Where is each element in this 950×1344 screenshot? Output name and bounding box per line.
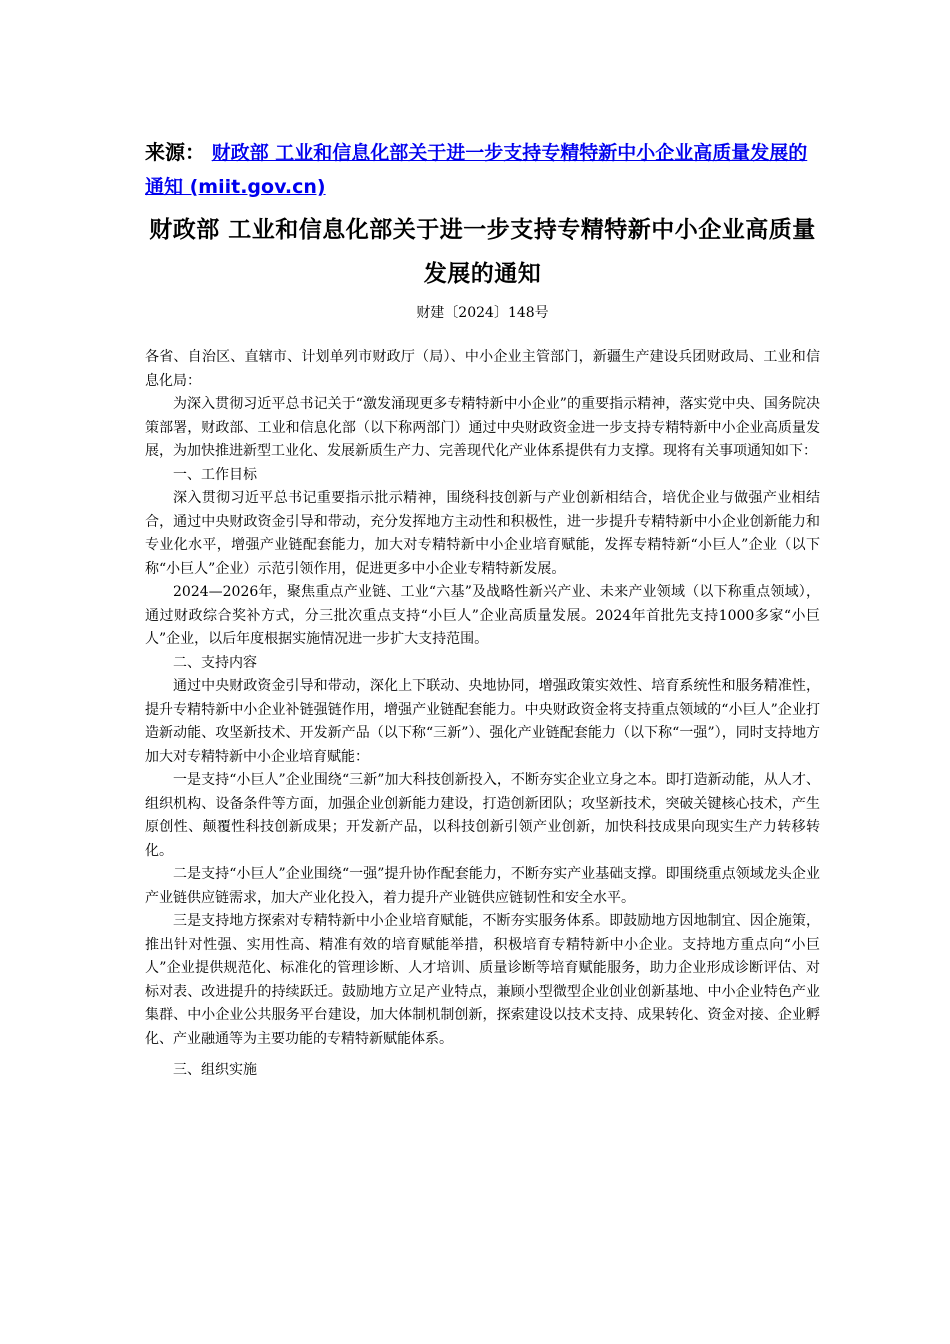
timeline-paragraph: 2024—2026年，聚焦重点产业链、工业“六基”及战略性新兴产业、未来产业领域（以下称重点领域），通过财政综合奖补方式，分三批次重点支持“小巨人”企业高质量发展。2024年首批先支持1000多家“小巨人”企业，以后年度根据实施情况进一步扩大支持范围。 [145,584,820,647]
document-title: 财政部 工业和信息化部关于进一步支持专精特新中小企业高质量发展的通知 [149,217,816,287]
intro-paragraph: 为深入贯彻习近平总书记关于“激发涌现更多专精特新中小企业”的重要指示精神，落实党中央、国务院决策部署，财政部、工业和信息化部（以下称两部门）通过中央财政资金进一步支持专精特新中小企业高质量发展，为加快推进新型工业化、发展新质生产力、完善现代化产业体系提供有力支撑。现将有关事项通知如下： [145,396,820,459]
work-goals-paragraph: 深入贯彻习近平总书记重要指示批示精神，围绕科技创新与产业创新相结合，培优企业与做强产业相结合，通过中央财政资金引导和带动，充分发挥地方主动性和积极性，进一步提升专精特新中小企业创新能力和专业化水平，增强产业链配套能力，加大对专精特新中小企业培育赋能，发挥专精特新“小巨人”企业（以下称“小巨人”企业）示范引领作用，促进更多中小企业专精特新发展。 [145,490,820,577]
document-number: 财建〔2024〕148号 [416,305,549,321]
document-body [145,346,820,1083]
source-label: 来源： [145,140,205,164]
section-heading-work-goals: 一、工作目标 [173,466,257,483]
addressee-paragraph: 各省、自治区、直辖市、计划单列市财政厅（局）、中小企业主管部门，新疆生产建设兵团财政局、工业和信息化局： [145,349,820,389]
support-item-one-paragraph: 一是支持“小巨人”企业围绕“三新”加大科技创新投入，不断夯实企业立身之本。即打造新动能，从人才、组织机构、设备条件等方面，加强企业创新能力建设，打造创新团队；攻坚新技术，突破关键核心技术，产生原创性、颠覆性科技创新成果；开发新产品，以科技创新引领产业创新，加快科技成果向现实生产力转移转化。 [145,772,820,859]
support-item-two-paragraph: 二是支持“小巨人”企业围绕“一强”提升协作配套能力，不断夯实产业基础支撑。即围绕重点领域龙头企业产业链供应链需求，加大产业化投入，着力提升产业链供应链韧性和安全水平。 [145,866,820,906]
source-link[interactable]: 财政部 工业和信息化部关于进一步支持专精特新中小企业高质量发展的通知 (miit.gov.cn) [145,142,808,198]
section-heading-organization: 三、组织实施 [173,1062,257,1078]
source-line [145,135,820,204]
document-page [145,135,820,1083]
support-content-paragraph: 通过中央财政资金引导和带动，深化上下联动、央地协同，增强政策实效性、培育系统性和服务精准性，提升专精特新中小企业补链强链作用，增强产业链配套能力。中央财政资金将支持重点领域的“小巨人”企业打造新动能、攻坚新技术、开发新产品（以下称“三新”）、强化产业链配套能力（以下称“一强”），同时支持地方加大对专精特新中小企业培育赋能： [145,678,820,765]
support-item-three-paragraph: 三是支持地方探索对专精特新中小企业培育赋能，不断夯实服务体系。即鼓励地方因地制宜、因企施策，推出针对性强、实用性高、精准有效的培育赋能举措，积极培育专精特新中小企业。支持地方重点向“小巨人”企业提供规范化、标准化的管理诊断、人才培训、质量诊断等培育赋能服务，助力企业形成诊断评估、对标对表、改进提升的持续跃迁。鼓励地方立足产业特点，兼顾小型微型企业创业创新基地、中小企业特色产业集群、中小企业公共服务平台建设，加大体制机制创新，探索建设以技术支持、成果转化、资金对接、企业孵化、产业融通等为主要功能的专精特新赋能体系。 [145,913,820,1047]
section-heading-support-content: 二、支持内容 [173,654,257,671]
